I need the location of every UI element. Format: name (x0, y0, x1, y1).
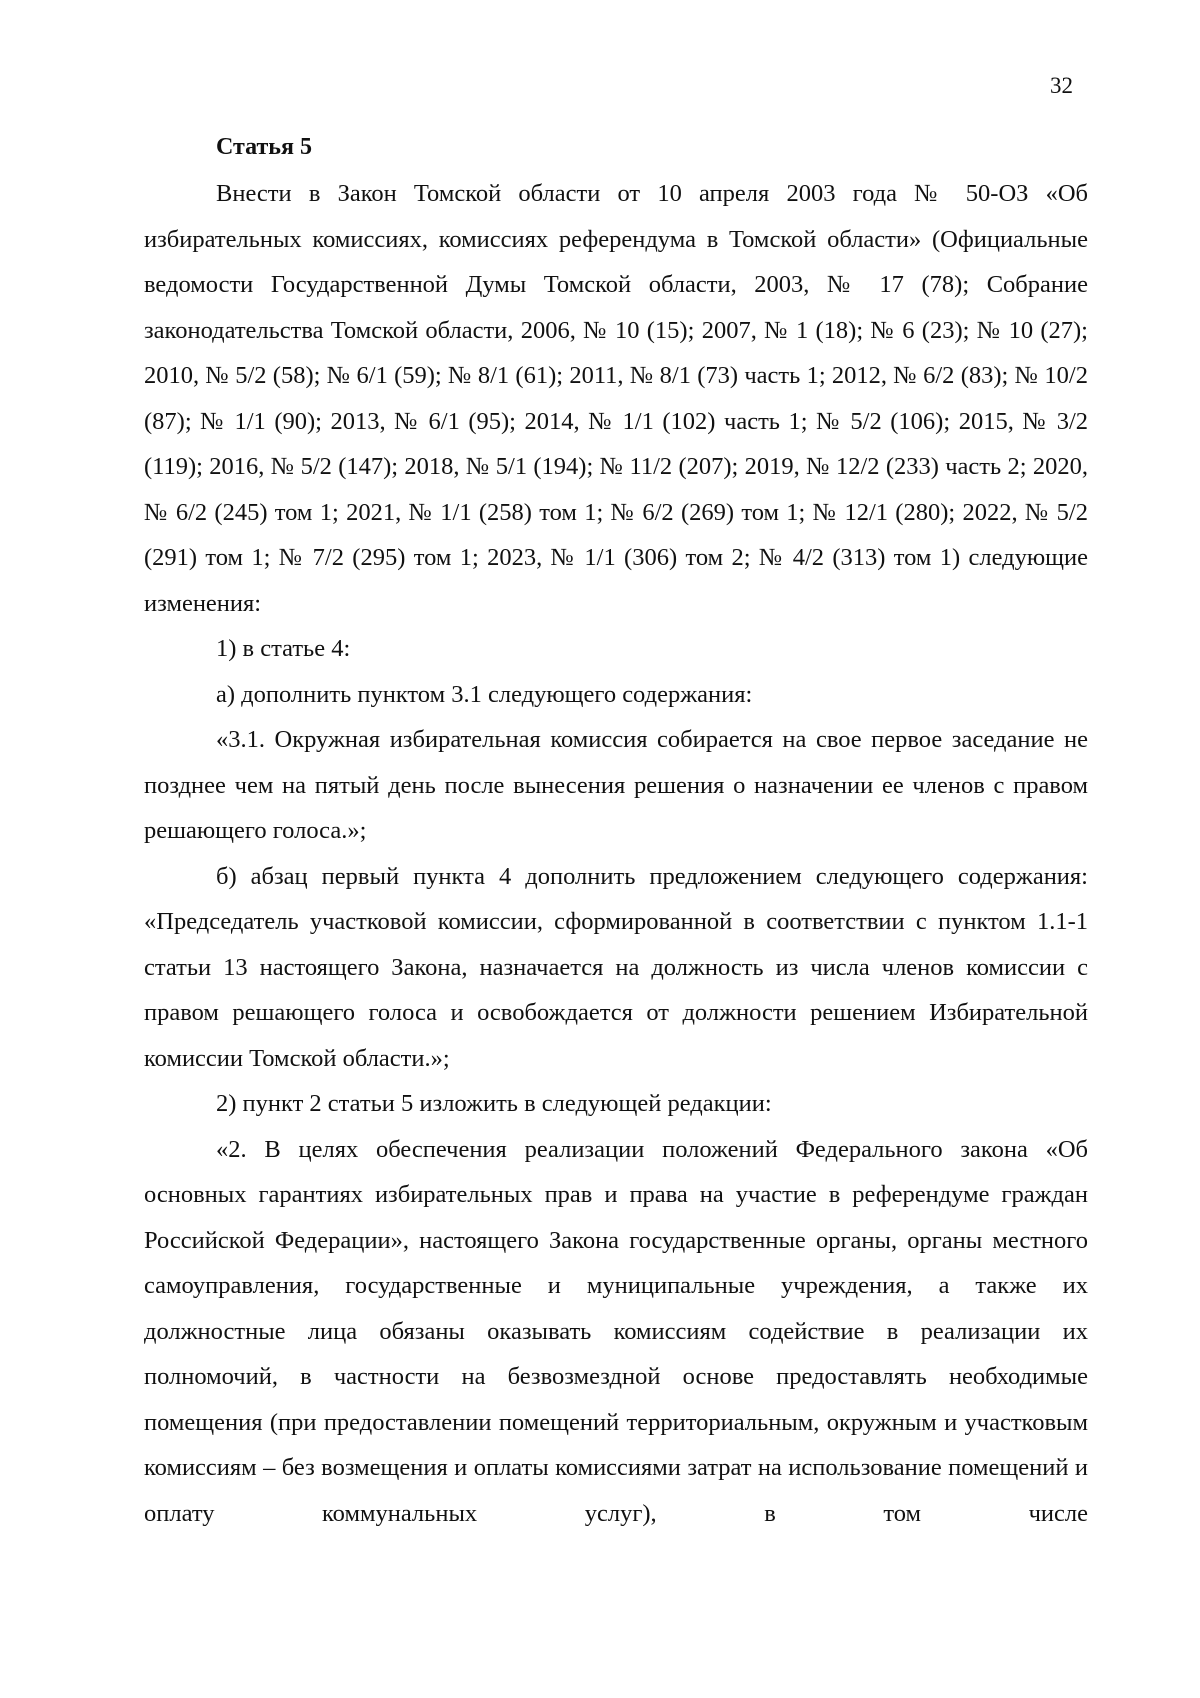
paragraph-amendment-intro: Внести в Закон Томской области от 10 апреля 2003 года № 50-ОЗ «Об избирательных комиссиях, комиссиях референдума в Томской области» (Официальные ведомости Государственной Думы Томской области, 2003, № 17 (78); Собрание законодательства Томской области, 2006, № 10 (15); 2007, № 1 (18); № 6 (23); № 10 (27); 2010, № 5/2 (58); № 6/1 (59); № 8/1 (61); 2011, № 8/1 (73) часть 1; 2012, № 6/2 (83); № 10/2 (87); № 1/1 (90); 2013, № 6/1 (95); 2014, № 1/1 (102) часть 1; № 5/2 (106); 2015, № 3/2 (119); 2016, № 5/2 (147); 2018, № 5/1 (194); № 11/2 (207); 2019, № 12/2 (233) часть 2; 2020, № 6/2 (245) том 1; 2021, № 1/1 (258) том 1; № 6/2 (269) том 1; № 12/1 (280); 2022, № 5/2 (291) том 1; № 7/2 (295) том 1; 2023, № 1/1 (306) том 2; № 4/2 (313) том 1) следующие изменения: (144, 180, 1088, 617)
page-number: 32 (1050, 73, 1073, 98)
paragraph-subitem-a: а) дополнить пунктом 3.1 следующего содержания: (216, 680, 753, 708)
paragraph-item-1: 1) в статье 4: (216, 635, 351, 662)
paragraph-subitem-b: б) абзац первый пункта 4 дополнить предложением следующего содержания: «Председатель участковой комиссии, сформированной в соответствии с пунктом 1.1-1 статьи 13 настоящего Закона, назначается на должность из числа членов комиссии с правом решающего голоса и освобождается от должности решением Избирательной комиссии Томской области.»; (144, 862, 1088, 1072)
paragraph-item-2: 2) пункт 2 статьи 5 изложить в следующей редакции: (216, 1090, 772, 1117)
paragraph-quote-3-1: «3.1. Окружная избирательная комиссия собирается на свое первое заседание не позднее чем на пятый день после вынесения решения о назначении ее членов с правом решающего голоса.»; (144, 726, 1088, 844)
paragraph-quote-2: «2. В целях обеспечения реализации положений Федерального закона «Об основных гарантиях избирательных прав и права на участие в референдуме граждан Российской Федерации», настоящего Закона государственные органы, органы местного самоуправления, государственные и муниципальные учреждения, а также их должностные лица обязаны оказывать комиссиям содействие в реализации их полномочий, в частности на безвозмездной основе предоставлять необходимые помещения (при предоставлении помещений территориальным, окружным и участковым комиссиям – без возмещения и оплаты комиссиями затрат на использование помещений и оплату коммунальных услуг), в том числе (144, 1135, 1088, 1527)
article-heading: Статья 5 (216, 134, 312, 160)
article-body (144, 126, 1088, 1536)
